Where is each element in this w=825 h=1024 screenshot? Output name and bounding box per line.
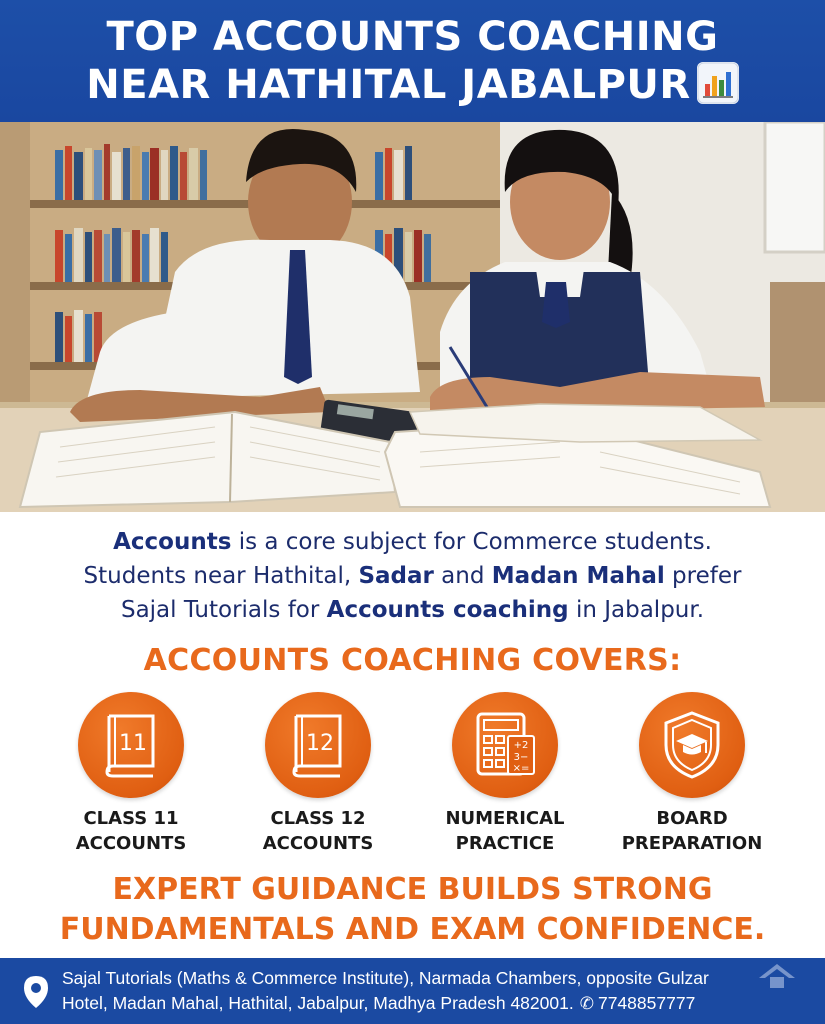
footer-address-bar xyxy=(0,958,825,1024)
intro-line-3-c: in Jabalpur. xyxy=(568,597,705,623)
feature-label-line-2: PRACTICE xyxy=(455,833,555,854)
feature-numerical-practice xyxy=(415,692,595,856)
feature-label-line-1: NUMERICAL xyxy=(445,808,565,829)
header-title-text: NEAR HATHITAL JABALPUR xyxy=(86,62,691,108)
features-row xyxy=(0,692,825,862)
graduation-shield-icon xyxy=(639,692,745,798)
svg-text:+2: +2 xyxy=(513,740,529,751)
feature-label-line-2: ACCOUNTS xyxy=(75,833,187,854)
intro-paragraph xyxy=(20,525,805,627)
feature-label-line-1: CLASS 12 xyxy=(270,808,366,829)
intro-line-2-e: prefer xyxy=(664,563,742,589)
students-studying-photo xyxy=(0,122,825,512)
feature-label-line-1: CLASS 11 xyxy=(83,808,179,829)
intro-line-3-a: Sajal Tutorials for xyxy=(120,597,327,623)
header-title-line-1: TOP ACCOUNTS COACHING xyxy=(106,14,719,60)
header-title-line-2 xyxy=(86,61,738,109)
feature-label-line-2: PREPARATION xyxy=(621,833,763,854)
feature-board-preparation xyxy=(602,692,782,856)
tagline-line-1: EXPERT GUIDANCE BUILDS STRONG xyxy=(112,872,713,907)
feature-class-12 xyxy=(228,692,408,856)
book-12-icon xyxy=(265,692,371,798)
footer-address-line-2 xyxy=(62,991,822,1016)
intro-accounts-bold: Accounts xyxy=(113,529,232,555)
intro-line-1-rest: is a core subject for Commerce students. xyxy=(231,529,712,555)
svg-text:×=: ×= xyxy=(512,763,530,774)
covers-title: ACCOUNTS COACHING COVERS: xyxy=(143,643,682,678)
home-watermark-icon xyxy=(755,960,799,990)
footer-address xyxy=(62,966,822,1016)
intro-line-1 xyxy=(20,525,805,559)
svg-text:11: 11 xyxy=(119,731,147,756)
bar-chart-icon xyxy=(697,62,739,104)
intro-madan-mahal-bold: Madan Mahal xyxy=(491,563,665,589)
footer-address-line-2-text: Hotel, Madan Mahal, Hathital, Jabalpur, Madhya Pradesh 482001. xyxy=(62,993,574,1013)
tagline xyxy=(0,870,825,950)
intro-line-2-a: Students near Hathital, xyxy=(83,563,359,589)
header-banner xyxy=(0,0,825,122)
footer-address-line-1: Sajal Tutorials (Maths & Commerce Institute), Narmada Chambers, opposite Gulzar xyxy=(62,968,709,988)
intro-accounts-coaching-bold: Accounts coaching xyxy=(326,597,569,623)
phone-number[interactable]: 7748857777 xyxy=(597,993,696,1013)
intro-sadar-bold: Sadar xyxy=(358,563,434,589)
intro-line-2-c: and xyxy=(433,563,492,589)
svg-text:12: 12 xyxy=(306,731,334,756)
feature-label xyxy=(228,806,408,856)
intro-line-3 xyxy=(20,593,805,627)
feature-label xyxy=(602,806,782,856)
book-11-icon xyxy=(78,692,184,798)
feature-label-line-2: ACCOUNTS xyxy=(262,833,374,854)
phone-icon: ✆ xyxy=(579,994,594,1013)
svg-text:3−: 3− xyxy=(513,752,529,763)
intro-line-2 xyxy=(20,559,805,593)
tagline-line-2: FUNDAMENTALS AND EXAM CONFIDENCE. xyxy=(59,912,766,947)
calculator-icon xyxy=(452,692,558,798)
feature-label xyxy=(415,806,595,856)
feature-label xyxy=(41,806,221,856)
feature-class-11 xyxy=(41,692,221,856)
feature-label-line-1: BOARD xyxy=(656,808,728,829)
location-pin-icon xyxy=(22,974,50,1010)
